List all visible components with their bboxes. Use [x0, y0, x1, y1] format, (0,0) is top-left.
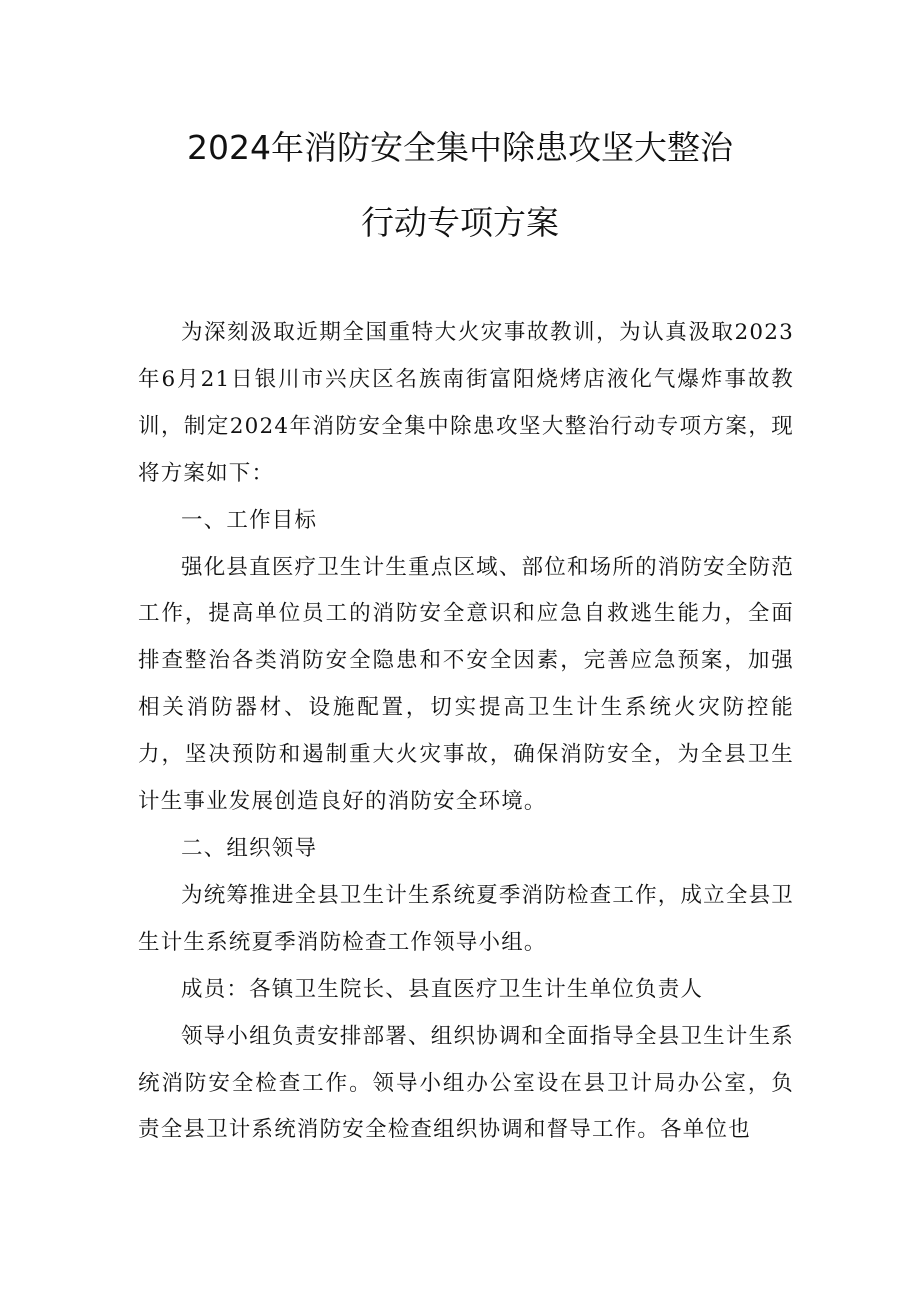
section-heading-work-goals: 一、工作目标: [181, 507, 318, 533]
document-body: [138, 310, 794, 1154]
organization-paragraph: 为统筹推进全县卫生计生系统夏季消防检查工作，成立全县卫生计生系统夏季消防检查工作领导小组。: [138, 882, 794, 955]
work-goals-paragraph: 强化县直医疗卫生计生重点区域、部位和场所的消防安全防范工作，提高单位员工的消防安全意识和应急自救逃生能力，全面排查整治各类消防安全隐患和不安全因素，完善应急预案，加强相关消防器材、设施配置，切实提高卫生计生系统火灾防控能力，坚决预防和遏制重大火灾事故，确保消防安全，为全县卫生计生事业发展创造良好的消防安全环境。: [138, 554, 794, 815]
leadership-duties-paragraph: 领导小组负责安排部署、组织协调和全面指导全县卫生计生系统消防安全检查工作。领导小组办公室设在县卫计局办公室，负责全县卫计系统消防安全检查组织协调和督导工作。各单位也: [138, 1023, 794, 1143]
section-heading-organization: 二、组织领导: [181, 835, 318, 861]
document-title-line-1: 2024年消防安全集中除患攻坚大整治: [187, 128, 733, 167]
document-title-line-2: 行动专项方案: [361, 203, 559, 242]
members-paragraph: 成员：各镇卫生院长、县直医疗卫生计生单位负责人: [181, 976, 704, 1002]
intro-paragraph: 为深刻汲取近期全国重特大火灾事故教训，为认真汲取2023年6月21日银川市兴庆区名族南街富阳烧烤店液化气爆炸事故教训，制定2024年消防安全集中除患攻坚大整治行动专项方案，现将方案如下：: [138, 320, 794, 486]
